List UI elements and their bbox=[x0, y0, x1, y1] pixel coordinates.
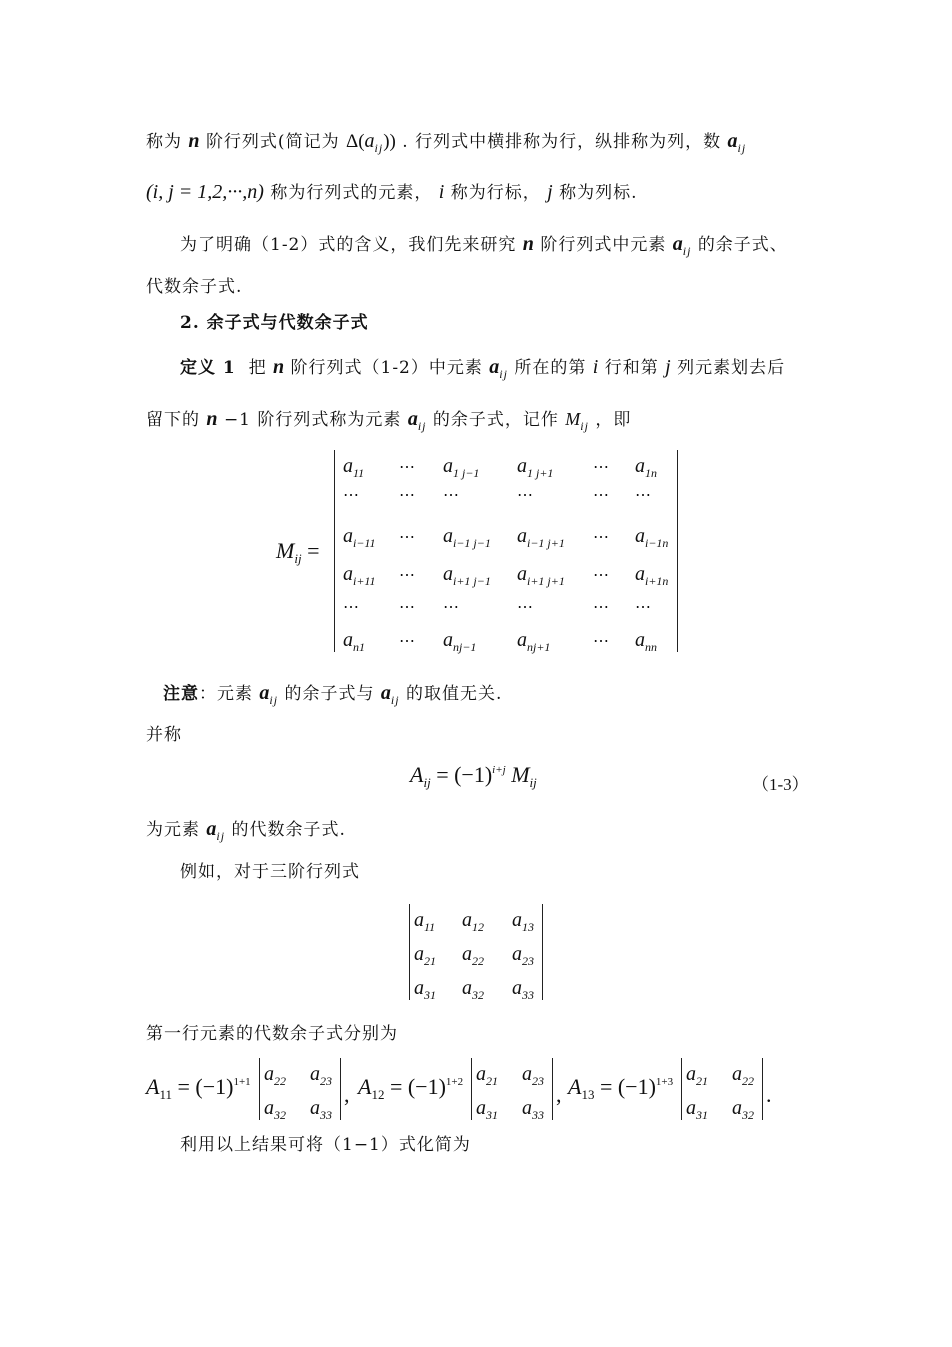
matrix-cell bbox=[414, 944, 436, 967]
matrix-cell bbox=[686, 1064, 708, 1087]
math-close: )) bbox=[383, 131, 396, 152]
matrix-entry bbox=[343, 629, 365, 654]
text: 的取值无关. bbox=[405, 684, 503, 704]
math-exponent: i+j bbox=[492, 764, 506, 776]
entry-base: a bbox=[476, 1097, 486, 1119]
matrix-cell bbox=[517, 484, 534, 504]
matrix-entry: ⋯ bbox=[593, 529, 610, 546]
matrix-entry bbox=[686, 1063, 708, 1088]
math-exponent: 1+2 bbox=[445, 1076, 464, 1088]
entry-base: a bbox=[476, 1063, 486, 1085]
example-line bbox=[180, 864, 360, 881]
matrix-cell bbox=[635, 630, 657, 653]
entry-base: a bbox=[343, 525, 353, 547]
math-a: a bbox=[727, 130, 738, 152]
matrix-entry bbox=[517, 563, 565, 588]
math-exponent: 1+1 bbox=[233, 1076, 251, 1088]
text: 称为列标. bbox=[559, 183, 638, 203]
text: 利用以上结果可将（1−1）式化简为 bbox=[180, 1135, 471, 1155]
matrix-cell bbox=[462, 978, 484, 1001]
text: 为元素 bbox=[146, 820, 200, 840]
text: 阶行列式(简记为 bbox=[205, 132, 340, 152]
paragraph-line-4 bbox=[146, 279, 242, 296]
entry-base: a bbox=[414, 943, 424, 965]
matrix-cell bbox=[399, 484, 416, 504]
entry-subscript: 22 bbox=[274, 1074, 286, 1088]
final-line bbox=[180, 1137, 471, 1154]
matrix-entry bbox=[264, 1097, 286, 1122]
punctuation: , bbox=[344, 1082, 350, 1107]
matrix-entry: ⋯ bbox=[517, 487, 534, 504]
matrix-cell bbox=[635, 484, 652, 504]
math-sub: ij bbox=[682, 244, 692, 258]
entry-base: a bbox=[462, 977, 472, 999]
math-sub: 11 bbox=[159, 1087, 172, 1102]
entry-base: a bbox=[443, 629, 453, 651]
text: 称为 bbox=[146, 132, 182, 152]
matrix-cell bbox=[512, 910, 534, 933]
matrix-entry bbox=[635, 525, 669, 550]
matrix-cell bbox=[443, 456, 479, 479]
entry-subscript: i+1 j+1 bbox=[527, 574, 565, 588]
entry-base: a bbox=[462, 943, 472, 965]
math-text: = (−1) bbox=[594, 1074, 656, 1099]
text: 第一行元素的代数余子式分别为 bbox=[146, 1024, 398, 1044]
equation-number bbox=[752, 770, 809, 795]
text: −1 阶行列式称为元素 bbox=[223, 410, 402, 430]
section-title: 2. 余子式与代数余子式 bbox=[180, 313, 369, 333]
text: 为了明确（1-2）式的含义，我们先来研究 bbox=[180, 235, 517, 255]
math-A: A bbox=[146, 1074, 160, 1099]
matrix-cell bbox=[310, 1064, 332, 1087]
matrix-cell bbox=[512, 978, 534, 1001]
text: 所在的第 bbox=[514, 358, 587, 378]
matrix-entry bbox=[732, 1063, 754, 1088]
entry-subscript: i−1n bbox=[645, 536, 669, 550]
entry-subscript: 31 bbox=[486, 1108, 498, 1122]
entry-subscript: 22 bbox=[472, 954, 484, 968]
entry-subscript: nj−1 bbox=[453, 640, 477, 654]
math-sub: ij bbox=[499, 367, 508, 381]
matrix-entry: ⋯ bbox=[593, 567, 610, 584]
math-sub: ij bbox=[580, 419, 589, 433]
math-n: n bbox=[188, 130, 200, 152]
math-text: = (−1) bbox=[384, 1074, 446, 1099]
minor-label bbox=[276, 540, 319, 565]
matrix-entry: ⋯ bbox=[399, 599, 416, 616]
matrix-entry: ⋯ bbox=[593, 459, 610, 476]
note-label: 注意 bbox=[163, 684, 199, 704]
text: 阶行列式（1-2）中元素 bbox=[290, 358, 483, 378]
text: 代数余子式. bbox=[146, 277, 243, 297]
matrix-cell bbox=[443, 564, 491, 587]
matrix-entry bbox=[476, 1097, 498, 1122]
text: 例如，对于三阶行列式 bbox=[180, 862, 360, 882]
matrix-cell bbox=[517, 596, 534, 616]
matrix-entry bbox=[522, 1097, 544, 1122]
definition-label: 定义 1 bbox=[180, 358, 236, 378]
entry-subscript: nn bbox=[645, 640, 657, 654]
matrix-cell bbox=[522, 1098, 544, 1121]
matrix-cell bbox=[343, 564, 376, 587]
matrix-cell bbox=[399, 630, 416, 650]
equals-sign: = bbox=[307, 538, 320, 563]
entry-base: a bbox=[512, 943, 522, 965]
text: 称为行标， bbox=[450, 183, 541, 203]
matrix-entry: ⋯ bbox=[443, 487, 460, 504]
entry-base: a bbox=[264, 1063, 274, 1085]
punctuation: , bbox=[556, 1082, 562, 1107]
matrix-entry bbox=[462, 943, 484, 968]
matrix-cell bbox=[517, 630, 550, 653]
entry-base: a bbox=[512, 909, 522, 931]
text: ：元素 bbox=[199, 684, 253, 704]
matrix-entry bbox=[414, 977, 436, 1002]
matrix-cell bbox=[635, 456, 657, 479]
matrix-entry: ⋯ bbox=[399, 459, 416, 476]
text: 留下的 bbox=[146, 410, 200, 430]
entry-subscript: 21 bbox=[696, 1074, 708, 1088]
matrix-cell bbox=[732, 1064, 754, 1087]
entry-base: a bbox=[264, 1097, 274, 1119]
matrix-entry: ⋯ bbox=[593, 599, 610, 616]
math-M: M bbox=[565, 409, 581, 429]
math-i: i bbox=[592, 356, 599, 378]
matrix-cell bbox=[443, 630, 476, 653]
third-order-determinant bbox=[409, 904, 543, 1000]
math-sub: ij bbox=[294, 551, 302, 566]
entry-subscript: 11 bbox=[353, 466, 365, 480]
entry-subscript: i−11 bbox=[353, 536, 376, 550]
entry-base: a bbox=[443, 563, 453, 585]
text: 的余子式与 bbox=[284, 684, 375, 704]
entry-subscript: 32 bbox=[472, 988, 484, 1002]
entry-subscript: 22 bbox=[742, 1074, 754, 1088]
second-order-determinant bbox=[471, 1058, 553, 1120]
entry-subscript: 1 j+1 bbox=[527, 466, 554, 480]
matrix-entry bbox=[414, 943, 436, 968]
text: 称为行列式的元素， bbox=[270, 183, 433, 203]
entry-base: a bbox=[635, 629, 645, 651]
matrix-cell bbox=[414, 978, 436, 1001]
matrix-cell bbox=[522, 1064, 544, 1087]
matrix-entry bbox=[686, 1097, 708, 1122]
entry-subscript: nj+1 bbox=[527, 640, 551, 654]
math-a: a bbox=[672, 233, 683, 255]
matrix-cell bbox=[593, 456, 610, 476]
entry-base: a bbox=[517, 563, 527, 585]
entry-subscript: 11 bbox=[424, 920, 436, 934]
math-text: = (−1) bbox=[171, 1074, 234, 1099]
matrix-entry bbox=[343, 563, 376, 588]
entry-base: a bbox=[635, 563, 645, 585]
math-sub: ij bbox=[529, 775, 537, 790]
math-sub: 13 bbox=[581, 1087, 595, 1102]
math-a: a bbox=[364, 130, 375, 152]
definition-line-1 bbox=[180, 357, 785, 380]
matrix-entry: ⋯ bbox=[399, 633, 416, 650]
text: 把 bbox=[248, 358, 267, 378]
cofactor-lhs bbox=[568, 1076, 673, 1101]
note-line bbox=[163, 683, 502, 706]
math-i: i bbox=[438, 181, 445, 203]
entry-subscript: i+1 j−1 bbox=[453, 574, 491, 588]
text: 阶行列式中元素 bbox=[540, 235, 667, 255]
math-sub: ij bbox=[269, 693, 279, 707]
matrix-entry bbox=[443, 563, 491, 588]
matrix-entry bbox=[462, 977, 484, 1002]
entry-subscript: i−1 j+1 bbox=[527, 536, 565, 550]
matrix-entry bbox=[512, 977, 534, 1002]
math-sub: ij bbox=[374, 141, 384, 155]
entry-base: a bbox=[732, 1097, 742, 1119]
matrix-entry bbox=[635, 629, 657, 654]
matrix-entry bbox=[310, 1063, 332, 1088]
math-a: a bbox=[489, 356, 500, 378]
matrix-entry bbox=[443, 629, 477, 654]
equation-number-text: （1-3） bbox=[752, 775, 809, 794]
also-line bbox=[146, 727, 182, 744]
entry-subscript: n1 bbox=[353, 640, 365, 654]
matrix-entry: ⋯ bbox=[635, 487, 652, 504]
second-order-determinant bbox=[259, 1058, 341, 1120]
paragraph-line-2 bbox=[146, 182, 638, 202]
entry-base: a bbox=[462, 909, 472, 931]
matrix-entry bbox=[443, 455, 480, 480]
matrix-cell bbox=[399, 564, 416, 584]
math-range: (i, j = 1,2,···,n) bbox=[146, 181, 264, 203]
second-order-determinant bbox=[681, 1058, 763, 1120]
matrix-cell bbox=[443, 526, 491, 549]
matrix-entry bbox=[264, 1063, 286, 1088]
entry-base: a bbox=[635, 455, 645, 477]
minor-determinant bbox=[334, 450, 678, 652]
math-n: n bbox=[272, 356, 285, 378]
matrix-cell bbox=[462, 944, 484, 967]
section-heading bbox=[180, 315, 369, 332]
matrix-cell bbox=[462, 910, 484, 933]
paragraph-line-3 bbox=[180, 234, 788, 257]
matrix-entry bbox=[343, 455, 365, 480]
entry-base: a bbox=[310, 1063, 320, 1085]
matrix-cell bbox=[310, 1098, 332, 1121]
punctuation: . bbox=[766, 1082, 772, 1107]
entry-subscript: 33 bbox=[522, 988, 534, 1002]
matrix-cell bbox=[343, 456, 364, 479]
matrix-cell bbox=[635, 564, 668, 587]
matrix-entry bbox=[310, 1097, 332, 1122]
entry-subscript: 32 bbox=[274, 1108, 286, 1122]
math-sub: ij bbox=[390, 693, 400, 707]
text: 列元素划去后 bbox=[677, 358, 786, 378]
math-j: j bbox=[665, 356, 671, 378]
entry-subscript: 12 bbox=[472, 920, 484, 934]
entry-subscript: 23 bbox=[522, 954, 534, 968]
matrix-entry bbox=[635, 563, 669, 588]
text: 行和第 bbox=[604, 358, 659, 378]
matrix-entry: ⋯ bbox=[343, 487, 360, 504]
definition-line-2 bbox=[146, 409, 631, 432]
matrix-cell bbox=[399, 526, 416, 546]
entry-base: a bbox=[635, 525, 645, 547]
text: 的余子式、 bbox=[697, 235, 788, 255]
entry-base: a bbox=[414, 977, 424, 999]
matrix-cell bbox=[593, 630, 610, 650]
entry-subscript: i+1n bbox=[645, 574, 669, 588]
entry-subscript: 1 j−1 bbox=[453, 466, 480, 480]
matrix-cell bbox=[517, 456, 553, 479]
entry-base: a bbox=[443, 455, 453, 477]
math-a: a bbox=[259, 682, 270, 704]
entry-base: a bbox=[512, 977, 522, 999]
entry-subscript: 31 bbox=[424, 988, 436, 1002]
matrix-entry: ⋯ bbox=[517, 599, 534, 616]
cofactor-equation bbox=[410, 764, 537, 789]
math-sub: ij bbox=[216, 829, 226, 843]
matrix-entry: ⋯ bbox=[443, 599, 460, 616]
entry-subscript: 32 bbox=[742, 1108, 754, 1122]
text: ，即 bbox=[595, 410, 632, 430]
matrix-cell bbox=[635, 596, 652, 616]
matrix-entry: ⋯ bbox=[593, 633, 610, 650]
matrix-cell bbox=[517, 564, 565, 587]
math-M: M bbox=[276, 538, 295, 563]
entry-base: a bbox=[517, 455, 527, 477]
math-A: A bbox=[410, 762, 424, 787]
matrix-cell bbox=[343, 596, 360, 616]
math-M: M bbox=[505, 762, 530, 787]
entry-base: a bbox=[414, 909, 424, 931]
text: 的余子式，记作 bbox=[432, 410, 559, 430]
matrix-entry bbox=[462, 909, 484, 934]
math-sub: ij bbox=[417, 419, 427, 433]
entry-subscript: i−1 j−1 bbox=[453, 536, 491, 550]
matrix-cell bbox=[593, 564, 610, 584]
entry-subscript: 33 bbox=[532, 1108, 544, 1122]
math-a: a bbox=[206, 818, 217, 840]
entry-subscript: 23 bbox=[532, 1074, 544, 1088]
entry-subscript: i+11 bbox=[353, 574, 376, 588]
entry-base: a bbox=[443, 525, 453, 547]
matrix-cell bbox=[732, 1098, 754, 1121]
entry-base: a bbox=[522, 1097, 532, 1119]
math-delta: Δ( bbox=[345, 131, 365, 152]
matrix-entry bbox=[517, 629, 551, 654]
cofactor-def-line bbox=[146, 819, 346, 842]
matrix-cell bbox=[476, 1098, 498, 1121]
cofactor-lhs bbox=[146, 1076, 251, 1101]
entry-base: a bbox=[310, 1097, 320, 1119]
math-j: j bbox=[547, 181, 553, 203]
matrix-entry: ⋯ bbox=[593, 487, 610, 504]
matrix-entry bbox=[635, 455, 657, 480]
matrix-entry: ⋯ bbox=[399, 487, 416, 504]
matrix-cell bbox=[443, 596, 460, 616]
cofactor-lhs bbox=[358, 1076, 463, 1101]
math-sub: ij bbox=[737, 141, 747, 155]
matrix-entry: ⋯ bbox=[399, 567, 416, 584]
matrix-entry bbox=[476, 1063, 498, 1088]
matrix-cell bbox=[343, 526, 376, 549]
text: . 行列式中横排称为行，纵排称为列，数 bbox=[402, 132, 722, 152]
matrix-cell bbox=[635, 526, 668, 549]
entry-base: a bbox=[732, 1063, 742, 1085]
matrix-cell bbox=[399, 596, 416, 616]
matrix-cell bbox=[593, 484, 610, 504]
entry-base: a bbox=[517, 629, 527, 651]
math-n: n bbox=[206, 408, 218, 430]
math-a: a bbox=[407, 408, 418, 430]
math-n: n bbox=[522, 233, 534, 255]
math-exponent: 1+3 bbox=[655, 1076, 674, 1088]
entry-subscript: 31 bbox=[696, 1108, 708, 1122]
entry-subscript: 33 bbox=[320, 1108, 332, 1122]
matrix-entry: ⋯ bbox=[635, 599, 652, 616]
entry-base: a bbox=[343, 455, 353, 477]
math-sub: ij bbox=[423, 775, 431, 790]
matrix-cell bbox=[517, 526, 565, 549]
matrix-entry bbox=[522, 1063, 544, 1088]
entry-subscript: 21 bbox=[486, 1074, 498, 1088]
math-a: a bbox=[380, 682, 391, 704]
matrix-cell bbox=[264, 1098, 286, 1121]
matrix-cell bbox=[343, 484, 360, 504]
matrix-cell bbox=[343, 630, 365, 653]
entry-base: a bbox=[522, 1063, 532, 1085]
first-row-line bbox=[146, 1026, 398, 1043]
matrix-entry bbox=[517, 455, 554, 480]
entry-base: a bbox=[686, 1063, 696, 1085]
matrix-cell bbox=[414, 910, 435, 933]
matrix-cell bbox=[443, 484, 460, 504]
matrix-entry bbox=[343, 525, 376, 550]
matrix-entry bbox=[732, 1097, 754, 1122]
entry-base: a bbox=[686, 1097, 696, 1119]
matrix-cell bbox=[399, 456, 416, 476]
entry-base: a bbox=[343, 629, 353, 651]
entry-base: a bbox=[517, 525, 527, 547]
matrix-entry bbox=[443, 525, 491, 550]
matrix-cell bbox=[593, 526, 610, 546]
matrix-cell bbox=[476, 1064, 498, 1087]
matrix-cell bbox=[593, 596, 610, 616]
math-sub: 12 bbox=[371, 1087, 385, 1102]
entry-subscript: 1n bbox=[645, 466, 657, 480]
matrix-entry bbox=[414, 909, 436, 934]
matrix-entry bbox=[517, 525, 565, 550]
math-text: = (−1) bbox=[430, 762, 493, 787]
matrix-cell bbox=[264, 1064, 286, 1087]
entry-subscript: 23 bbox=[320, 1074, 332, 1088]
text: 并称 bbox=[146, 725, 182, 745]
entry-base: a bbox=[343, 563, 353, 585]
matrix-cell bbox=[512, 944, 534, 967]
text: 的代数余子式. bbox=[231, 820, 346, 840]
matrix-entry: ⋯ bbox=[399, 529, 416, 546]
matrix-cell bbox=[686, 1098, 708, 1121]
matrix-entry: ⋯ bbox=[343, 599, 360, 616]
matrix-entry bbox=[512, 909, 534, 934]
entry-subscript: 13 bbox=[522, 920, 534, 934]
math-A: A bbox=[568, 1074, 582, 1099]
entry-subscript: 21 bbox=[424, 954, 436, 968]
matrix-entry bbox=[512, 943, 534, 968]
paragraph-line-1 bbox=[146, 131, 746, 154]
math-A: A bbox=[358, 1074, 372, 1099]
